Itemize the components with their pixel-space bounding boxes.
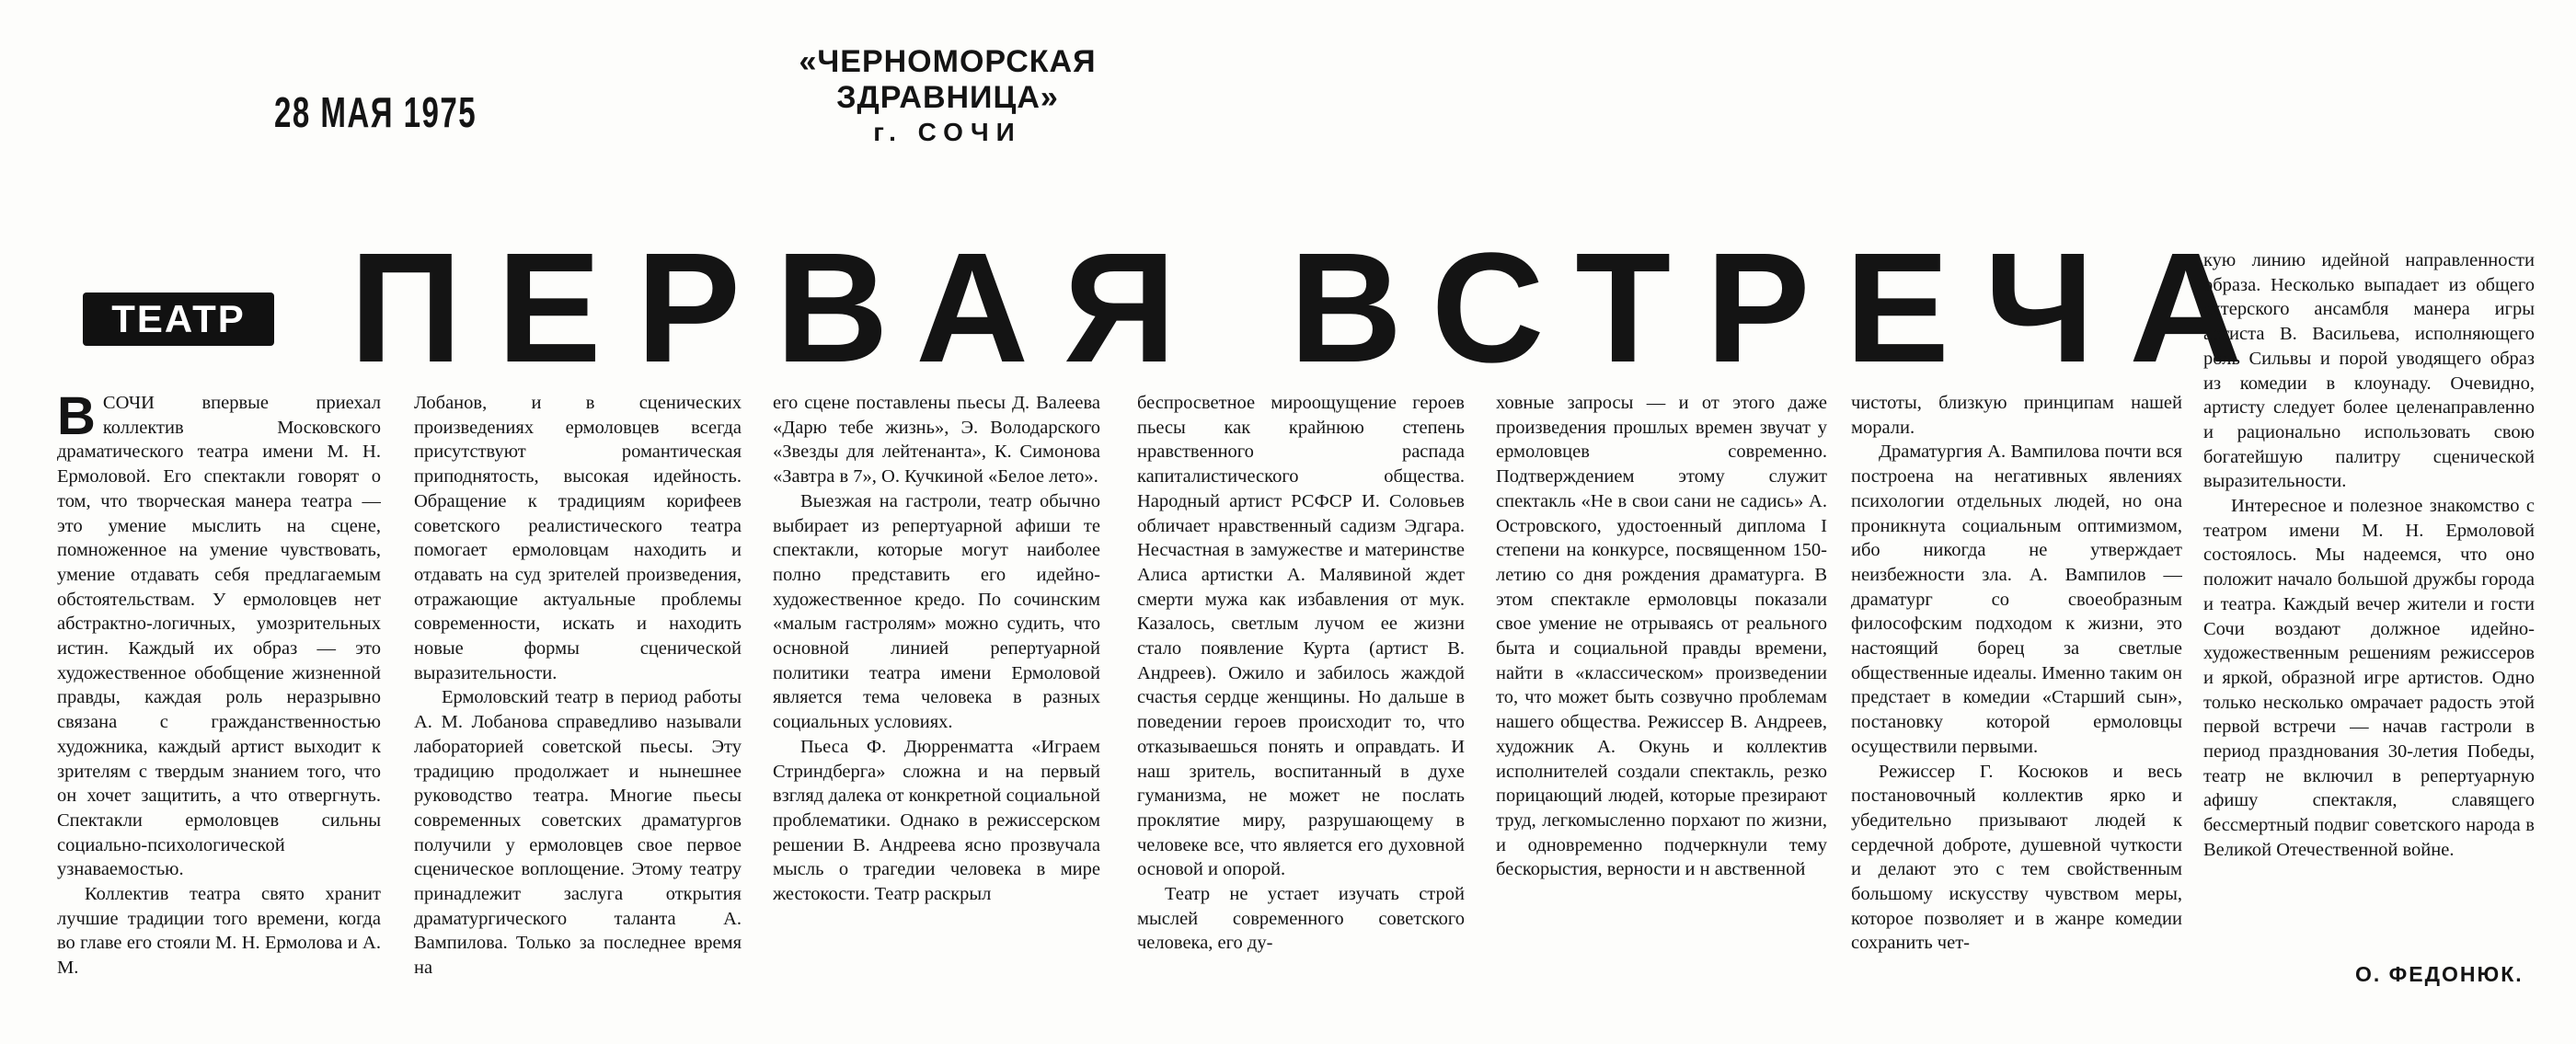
paragraph: Драматургия А. Вампилова почти вся построена на негативных явлениях психологии отдельных людей, но она проникнута социальным оптимизмом, ибо никогда не утверждает неизбежности зла. А. Вампилов — драматург со своеобразным философским подходом к жизни, это настоящий борец за светлые общественные идеалы. Именно таким он предстает в комедии «Старший сын», постановку которой ермоловцы осуществили первыми. xyxy=(1851,442,2182,757)
paragraph: его сцене поставлены пьесы Д. Валеева «Дарю тебе жизнь», Э. Володарского «Звезды для лейтенанта», К. Симонова «Завтра в 7», О. Кучкиной «Белое лето». xyxy=(773,393,1100,488)
paragraph: беспросветное мироощущение героев пьесы как крайнюю степень нравственного распада капиталистического общества. Народный артист РСФСР И. Соловьев обличает нравственный садизм Эдгара. Несчастная в замужестве и материнстве Алиса артистки А. Малявиной ждет смерти мужа как избавления от мук. Казалось, светлым лучом ее жизни стало появление Курта (артист В. Андреев). Ожило и забилось жаждой счастья сердце женщины. Но дальше в поведении героев происходит то, что отказываешься понять и оправдать. И наш зритель, воспитанный в духе гуманизма, не может не послать проклятие миру, разрушающему в человеке все, что является его духовной основой и опорой. xyxy=(1137,393,1465,880)
article-column-6 xyxy=(1851,391,2182,1009)
article-column-4 xyxy=(1137,391,1465,1009)
paragraph: Коллектив театра свято хранит лучшие традиции того времени, когда во главе его стояли М. Н. Ермолова и А. М. xyxy=(57,884,381,979)
newspaper-city: г. СОЧИ xyxy=(873,118,1022,146)
paragraph: Театр не устает изучать строй мыслей современного советского человека, его ду- xyxy=(1137,884,1465,954)
newspaper-stamp xyxy=(736,44,1159,147)
paragraph: чистоты, близкую принципам нашей морали. xyxy=(1851,393,2182,438)
paragraph: Лобанов, и в сценических произведениях ермоловцев всегда присутствуют романтическая приподнятость, высокая идейность. Обращение к традициям корифеев советского реалистического театра помогает ермоловцам находить и отдавать на суд зрителей произведения, отражающие актуальные проблемы современности, искать и находить новые формы сценической выразительности. xyxy=(414,393,742,683)
article-column-7 xyxy=(2203,248,2535,957)
paragraph: Пьеса Ф. Дюрренматта «Играем Стриндберга» сложна и на первый взгляд далека от конкретной социальной проблематики. Однако в режиссерском решении В. Андреева ясно прозвучала мысль о трагедии человека в мире жестокости. Театр раскрыл xyxy=(773,736,1100,905)
article-column-2 xyxy=(414,391,742,1009)
article-column-3 xyxy=(773,391,1100,1009)
article-column-1 xyxy=(57,391,381,1009)
paragraph: Режиссер Г. Косюков и весь постановочный коллектив ярко и убедительно призывают людей к сердечной доброте, душевной чуткости и делают это с тем свойственным большому искусству чувством меры, которое позволяет и в жанре комедии сохранить чет- xyxy=(1851,761,2182,954)
rubric-badge: ТЕАТР xyxy=(83,293,274,346)
newspaper-name: «ЧЕРНОМОРСКАЯ ЗДРАВНИЦА» xyxy=(799,44,1097,115)
issue-date: 28 МАЯ 1975 xyxy=(274,88,477,136)
paragraph: СОЧИ впервые приехал коллектив Московского драматического театра имени М. Н. Ермоловой. Его спектакли говорят о том, что творческая манера театра — это умение мыслить на сцене, помноженное на умение чувствовать, умение отдавать себя предлагаемым обстоятельствам. У ермоловцев нет абстрактно-логичных, умозрительных истин. Каждый их образ — это художественное обобщение жизненной правды, каждая роль неразрывно связана с гражданственностью художника, каждый артист выходит к зрителям с твердым знанием того, что он хочет защитить, а что отвергнуть. Спектакли ермоловцев сильны социально-психологической узнаваемостью. xyxy=(57,393,381,880)
article-headline: ПЕРВАЯ ВСТРЕЧА xyxy=(350,221,2278,396)
article-column-5 xyxy=(1496,391,1827,1009)
paragraph: Выезжая на гастроли, театр обычно выбирает из репертуарной афиши те спектакли, которые могут наиболее полно представить его идейно-художественное кредо. По сочинским «малым гастролям» можно судить, что основной линией репертуарной политики театра имени Ермоловой является тема человека в разных социальных условиях. xyxy=(773,490,1100,733)
drop-cap: В xyxy=(57,391,96,446)
paragraph: Интересное и полезное знакомство с театром имени М. Н. Ермоловой состоялось. Мы надеемся, что оно положит начало большой дружбы города и театра. Каждый вечер жители и гости Сочи воздают должное идейно-художественным решениям режиссеров и яркой, образной игре артистов. Одно только несколько омрачает радость этой первой встречи — начав гастроли в период празднования 30-летия Победы, театр не включил в репертуарную афишу спектакля, славящего бессмертный подвиг советского народа в Великой Отечественной войне. xyxy=(2203,496,2535,860)
paragraph: ховные запросы — и от этого даже произведения прошлых времен звучат у ермоловцев современно. Подтверждением этому служит спектакль «Не в свои сани не садись» А. Островского, удостоенный диплома I степени на конкурсе, посвященном 150-летию со дня рождения драматурга. В этом спектакле ермоловцы показали свое умение не отрываясь от реального быта и социальной правды времени, найти в «классическом» произведении то, что может быть созвучно проблемам нашего общества. Режиссер В. Андреев, художник А. Окунь и коллектив исполнителей создали спектакль, резко порицающий людей, которые презирают труд, легкомысленно порхают по жизни, и одновременно подчеркнули тему бескорыстия, верности и н авственной xyxy=(1496,393,1827,880)
paragraph: Ермоловский театр в период работы А. М. Лобанова справедливо называли лабораторией советской пьесы. Эту традицию продолжает и нынешнее руководство театра. Многие пьесы современных советских драматургов получили у ермоловцев свое первое сценическое воплощение. Этому театру принадлежит заслуга открытия драматургического таланта А. Вампилова. Только за последнее время на xyxy=(414,687,742,979)
author-signature: О. ФЕДОНЮК. xyxy=(2355,962,2524,986)
paragraph: кую линию идейной направленности образа. Несколько выпадает из общего актерского ансамбля манера игры артиста В. Васильева, исполняющего роль Сильвы и порой уводящего образ из комедии в клоунаду. Очевидно, артисту следует более целенаправленно и рационально использовать свою богатейшую палитру сценической выразительности. xyxy=(2203,250,2535,492)
